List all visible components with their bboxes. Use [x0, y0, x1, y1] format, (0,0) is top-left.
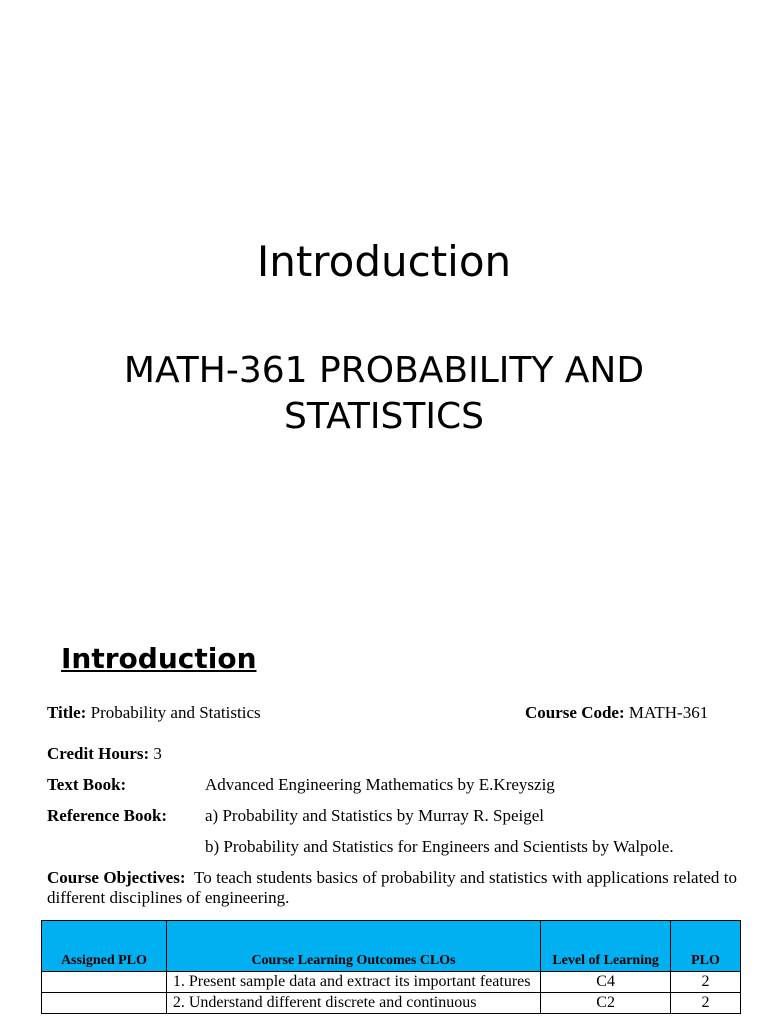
course-objectives	[47, 868, 737, 908]
table-header-row	[42, 921, 741, 972]
row-plo: 2	[671, 972, 741, 993]
row-plo: 2	[671, 993, 741, 1014]
slide-title: Introduction	[256, 237, 512, 286]
row-level: C4	[541, 972, 671, 993]
course-title: MATH-361 PROBABILITY AND STATISTICS	[123, 350, 645, 437]
course-code-row	[525, 703, 708, 723]
table-row	[42, 993, 741, 1014]
slide-heading: Introduction	[61, 642, 257, 675]
objectives-label: Course Objectives:	[47, 868, 186, 887]
row-clo: 2. Understand different discrete and continuous	[166, 993, 540, 1014]
header-plo: PLO	[671, 921, 741, 972]
textbook-label: Text Book:	[47, 775, 127, 794]
row-assigned-plo	[42, 972, 167, 993]
reference-label: Reference Book:	[47, 806, 168, 825]
title-value: Probability and Statistics	[90, 703, 261, 722]
row-clo: 1. Present sample data and extract its important features	[166, 972, 540, 993]
objectives-value: To teach students basics of probability and statistics with applications related to different disciplines of engineering.	[47, 868, 737, 907]
header-clos: Course Learning Outcomes CLOs	[166, 921, 540, 972]
header-assigned-plo: Assigned PLO	[42, 921, 167, 972]
title-row	[47, 703, 261, 723]
credit-hours-row	[47, 744, 162, 764]
reference-a: a) Probability and Statistics by Murray R. Speigel	[205, 806, 545, 825]
reference-b: b) Probability and Statistics for Engineers and Scientists by Walpole.	[205, 837, 674, 856]
row-assigned-plo	[42, 993, 167, 1014]
course-code-value: MATH-361	[628, 703, 709, 722]
table-row	[42, 972, 741, 993]
credit-hours-value: 3	[153, 744, 162, 763]
credit-hours-label: Credit Hours:	[47, 744, 150, 763]
clo-table	[41, 920, 741, 1014]
row-level: C2	[541, 993, 671, 1014]
title-label: Title:	[47, 703, 87, 722]
header-level-of-learning: Level of Learning	[541, 921, 671, 972]
slide-2	[0, 620, 768, 1024]
textbook-value: Advanced Engineering Mathematics by E.Kreyszig	[205, 775, 555, 794]
course-code-label: Course Code:	[525, 703, 625, 722]
